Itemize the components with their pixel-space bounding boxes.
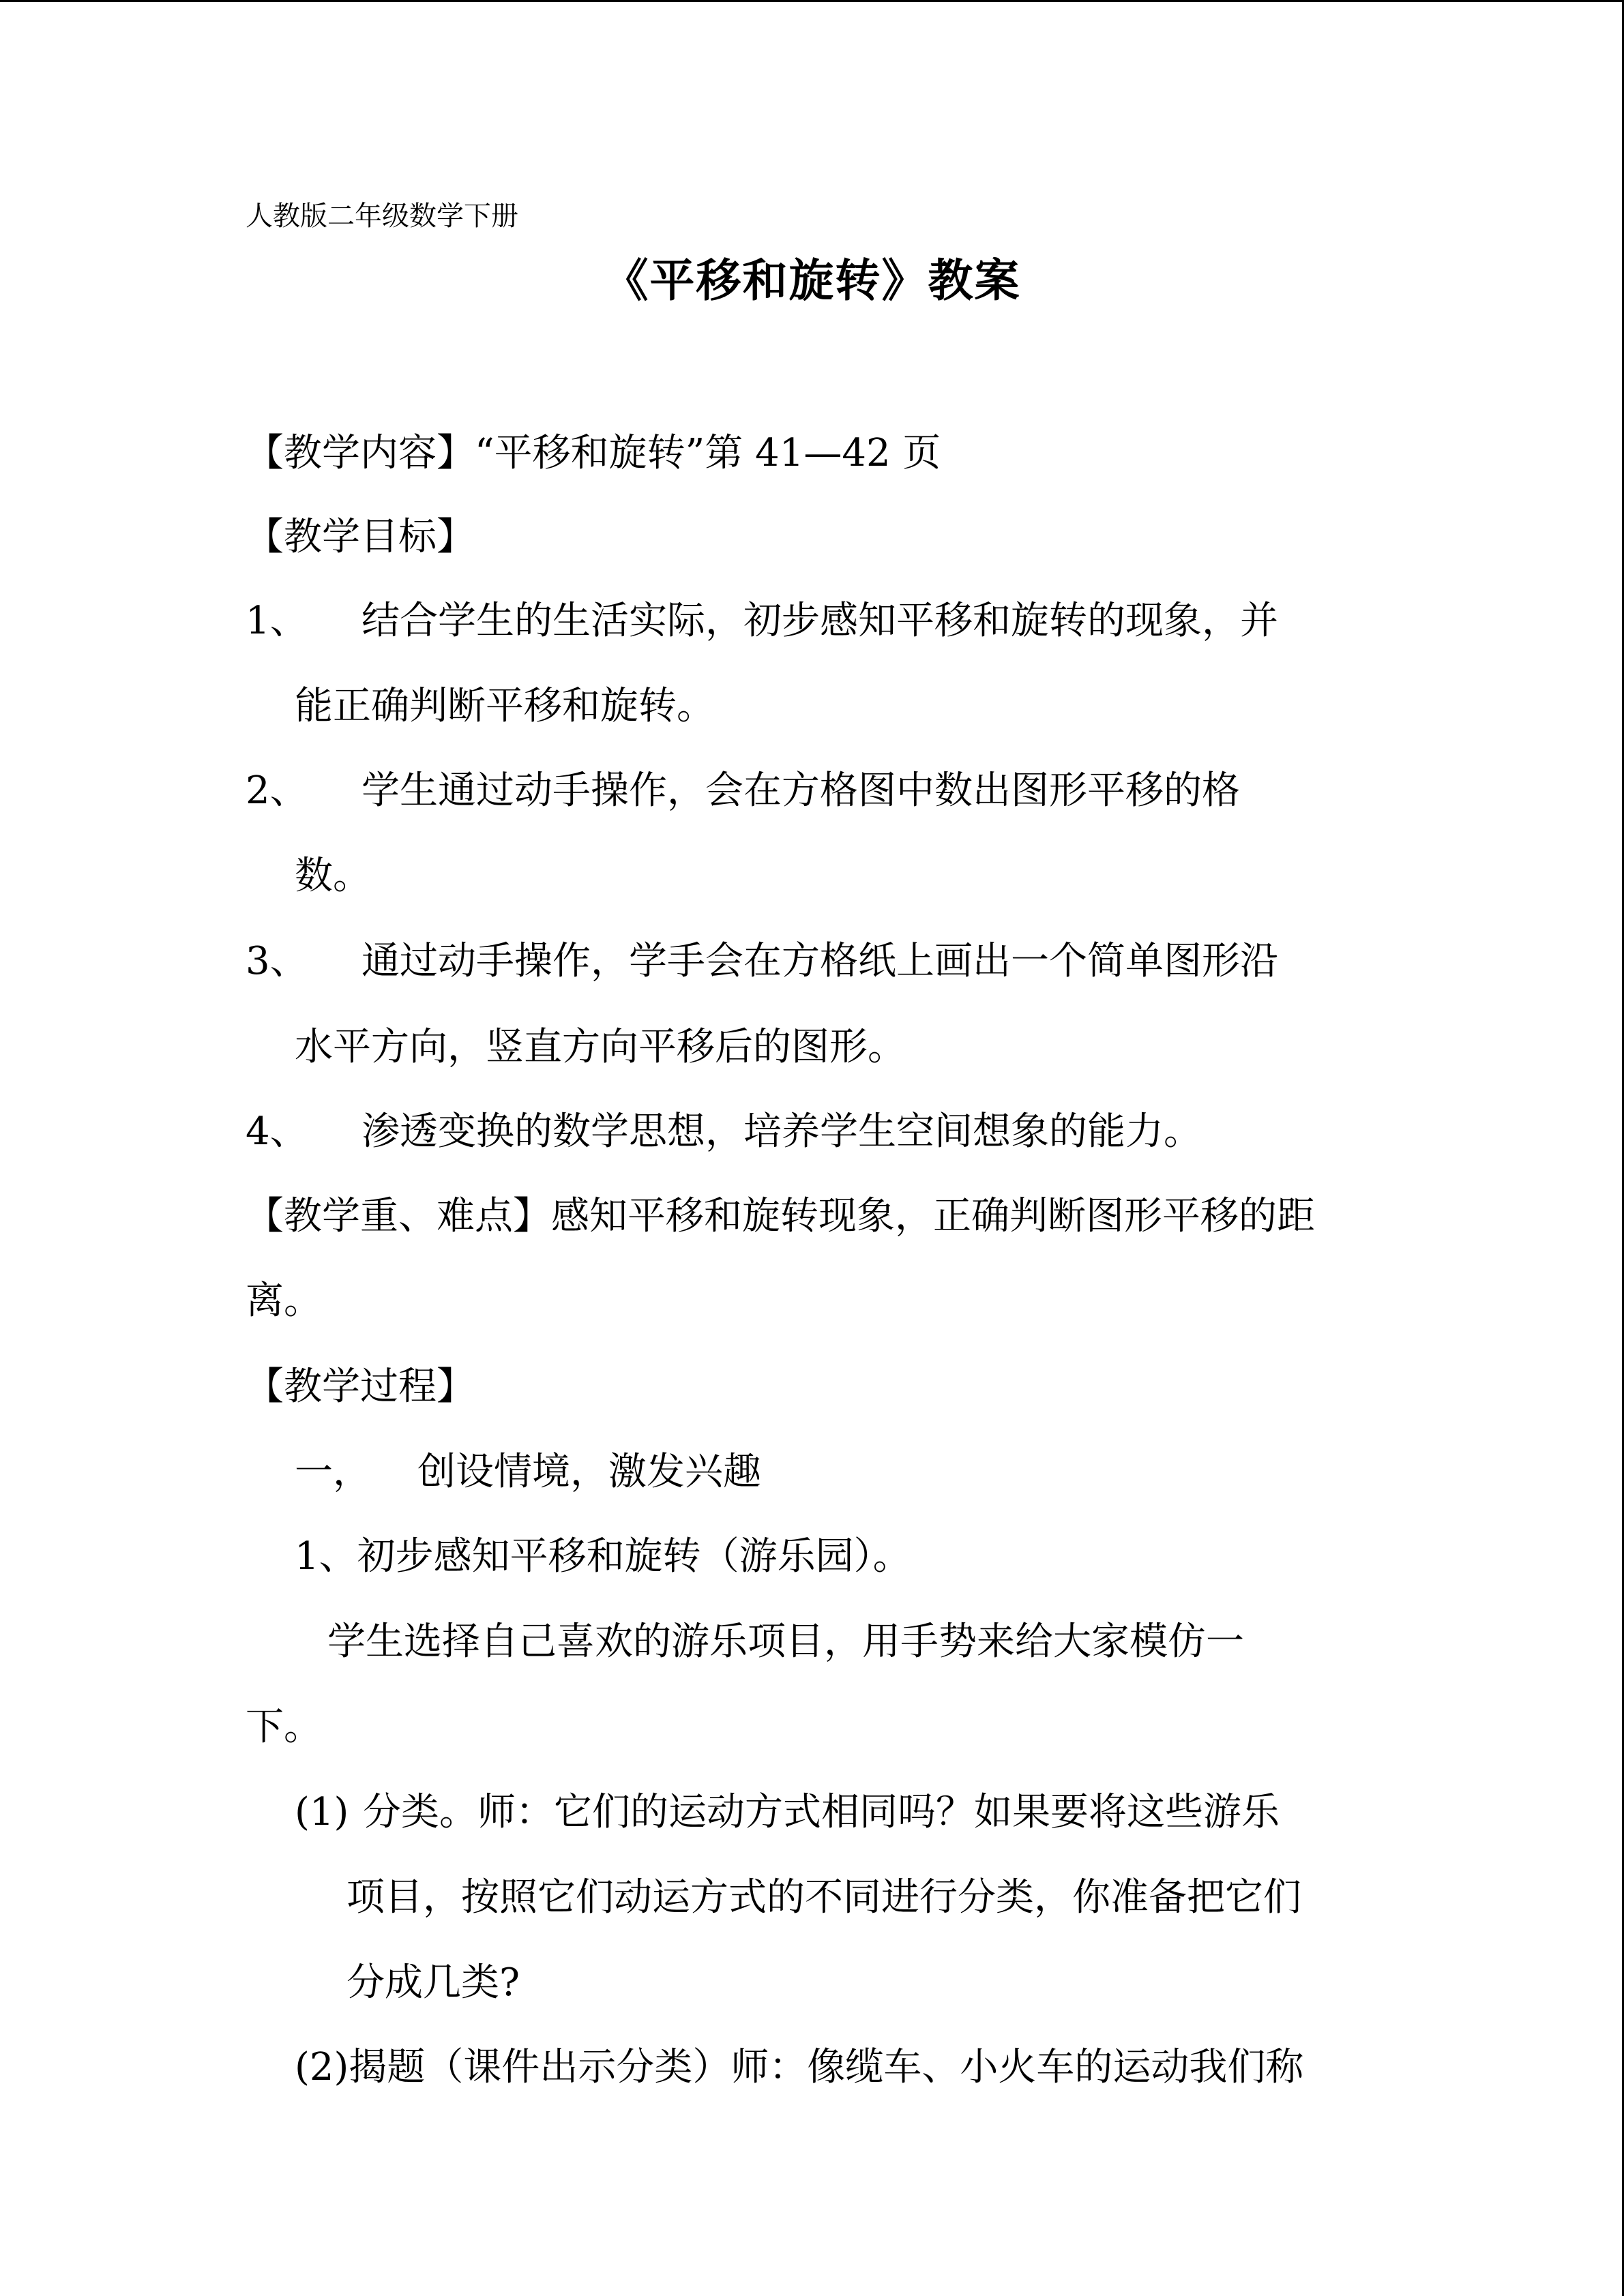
goal-item-1-continuation: 能正确判断平移和旋转。 — [295, 684, 715, 728]
teaching-process-label: 【教学过程】 — [246, 1365, 475, 1409]
step-number: 一， — [295, 1450, 371, 1494]
page-border-top — [0, 0, 1624, 2]
goal-number: 4、 — [246, 1109, 308, 1154]
list-item-number: (1) — [295, 1790, 349, 1834]
goal-item-2 — [246, 769, 1240, 813]
list-item-text: 分类。师：它们的运动方式相同吗？如果要将这些游乐 — [363, 1790, 1280, 1834]
step-1-subheading: 1、初步感知平移和旋转（游乐园）。 — [295, 1534, 911, 1579]
goal-number: 3、 — [246, 939, 308, 983]
goal-text: 通过动手操作，学手会在方格纸上画出一个简单图形沿 — [361, 939, 1278, 983]
document-title: 《平移和旋转》教案 — [603, 254, 1021, 307]
list-item-1 — [295, 1790, 1280, 1834]
list-item-1-continuation-2: 分成几类? — [346, 1960, 520, 2005]
goal-item-3-continuation: 水平方向，竖直方向平移后的图形。 — [295, 1025, 906, 1069]
teaching-content-line — [246, 431, 941, 475]
goal-number: 2、 — [246, 769, 308, 813]
key-points-text: 感知平移和旋转现象，正确判断图形平移的距 — [551, 1194, 1315, 1238]
goal-text: 渗透变换的数学思想，培养学生空间想象的能力。 — [361, 1109, 1202, 1154]
step-title: 创设情境，激发兴趣 — [417, 1450, 761, 1494]
teaching-goals-label: 【教学目标】 — [246, 515, 475, 559]
key-points-label: 【教学重、难点】 — [246, 1194, 551, 1238]
list-item-2: (2)揭题（课件出示分类）师：像缆车、小火车的运动我们称 — [295, 2045, 1304, 2089]
step-1-paragraph: 学生选择自己喜欢的游乐项目，用手势来给大家模仿一 — [327, 1620, 1244, 1664]
teaching-content-text: “平移和旋转”第 41—42 页 — [475, 431, 941, 475]
goal-number: 1、 — [246, 599, 308, 643]
goal-text: 结合学生的生活实际，初步感知平移和旋转的现象，并 — [361, 599, 1278, 643]
goal-text: 学生通过动手操作，会在方格图中数出图形平移的格 — [361, 769, 1240, 813]
key-points-line — [246, 1194, 1315, 1238]
goal-item-1 — [246, 599, 1278, 643]
goal-item-4 — [246, 1109, 1202, 1154]
step-1-heading — [295, 1450, 761, 1494]
document-header: 人教版二年级数学下册 — [246, 200, 518, 232]
teaching-content-label: 【教学内容】 — [246, 431, 475, 475]
key-points-continuation: 离。 — [246, 1279, 322, 1323]
goal-item-2-continuation: 数。 — [295, 854, 371, 898]
list-item-1-continuation-1: 项目，按照它们动运方式的不同进行分类，你准备把它们 — [346, 1875, 1301, 1920]
goal-item-3 — [246, 939, 1278, 983]
step-1-paragraph-continuation: 下。 — [246, 1705, 322, 1749]
